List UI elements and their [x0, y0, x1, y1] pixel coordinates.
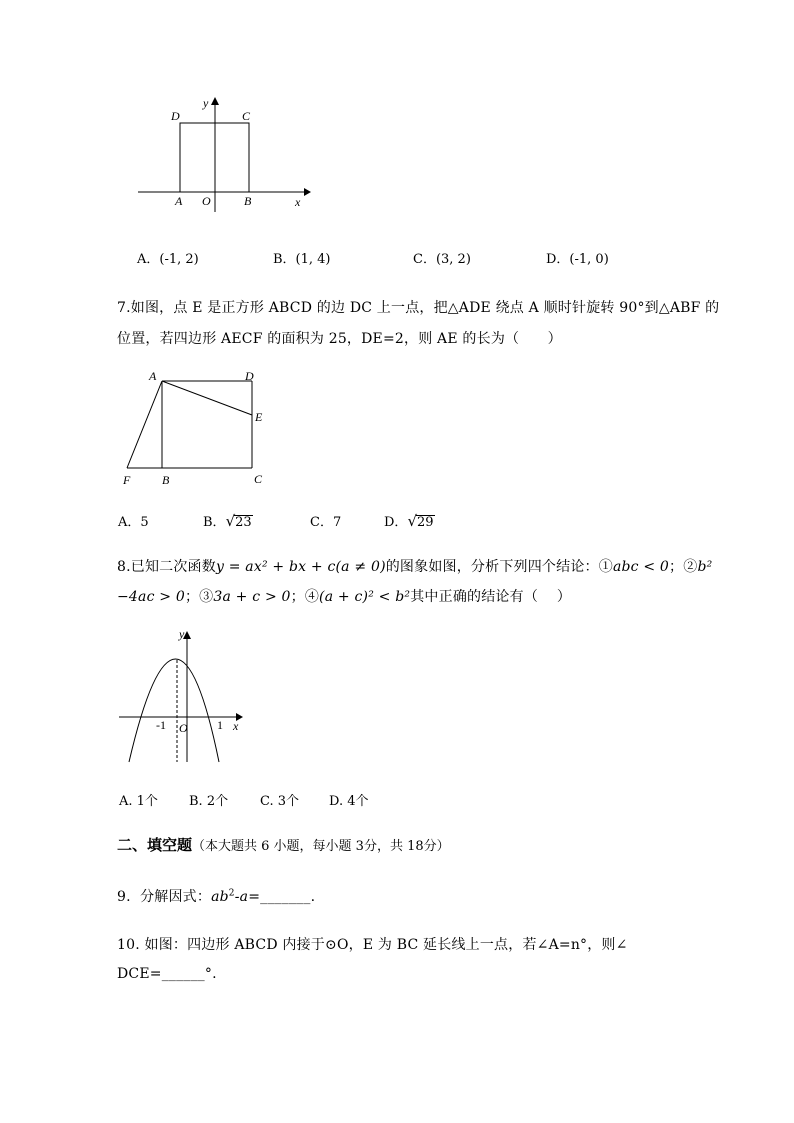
q8-line2	[117, 586, 571, 606]
q9-expr-ab: ab	[211, 889, 229, 905]
label-b: B	[244, 194, 252, 208]
q7-option-d: D．√29	[384, 512, 434, 530]
q8-conclusion-1: abc < 0	[612, 559, 670, 575]
section-2-subtitle: （本大题共 6 小题，每小题 3分，共 18分）	[192, 839, 450, 854]
label-c: C	[254, 472, 263, 486]
label-o: O	[202, 194, 211, 208]
x-axis-arrow	[304, 188, 311, 196]
q8-sep: ；③	[184, 589, 214, 605]
q8-line1	[117, 556, 712, 576]
y-axis-arrow	[211, 97, 219, 105]
q6-option-a: A．(-1, 2)	[137, 252, 199, 267]
q10-line1: 10. 如图：四边形 ABCD 内接于⊙O，E 为 BC 延长线上一点，若∠A=n°，则∠	[117, 937, 628, 953]
q8-function-expr: y = ax² + bx + c(a ≠ 0)	[215, 559, 386, 575]
q7-option-a: A．5	[118, 515, 149, 530]
q8-option-c: C. 3个	[260, 794, 300, 809]
q7-line2: 位置，若四边形 AECF 的面积为 25，DE=2，则 AE 的长为（ ）	[117, 331, 562, 347]
q9-number: 9.	[117, 889, 131, 905]
label-y: y	[179, 627, 185, 641]
q8-option-a: A. 1个	[119, 794, 158, 809]
section-2-heading	[117, 834, 450, 855]
q10-degree: °.	[204, 966, 217, 982]
q9-blank[interactable]: _______	[260, 889, 311, 905]
label-d: D	[171, 109, 180, 123]
q8-conclusion-3: 3a + c > 0	[213, 589, 291, 605]
label-x: x	[295, 195, 301, 209]
q10-dce: DCE=	[117, 966, 162, 982]
figure-q6-square-axes	[130, 92, 320, 222]
label-neg1: -1	[156, 718, 166, 732]
q8-sep: ；④	[290, 589, 320, 605]
segment-ae	[162, 381, 252, 415]
label-y: y	[203, 96, 209, 110]
label-d: D	[245, 369, 254, 383]
label-b: B	[162, 473, 170, 487]
q9-expr-sup: 2	[228, 888, 235, 899]
q8-line1-prefix: 8.已知二次函数	[117, 559, 216, 575]
q8-conclusion-4: (a + c)² < b²	[319, 589, 411, 605]
q7-option-b: B．√23	[203, 512, 252, 530]
q6-option-c: C．(3, 2)	[413, 252, 471, 267]
parabola-curve	[129, 659, 219, 762]
label-x: x	[233, 719, 239, 733]
q8-conclusion-2a: b²	[697, 559, 713, 575]
label-a: A	[149, 369, 157, 383]
q7-option-d-radicand: 29	[417, 515, 434, 530]
figure-q7-square-rotation	[115, 366, 275, 492]
q7-option-d-prefix: D．	[384, 515, 408, 530]
figure-q8-parabola	[115, 624, 255, 768]
q10-blank[interactable]: ______	[161, 966, 205, 982]
q8-line2-tail: 其中正确的结论有（ ）	[410, 589, 572, 605]
q6-option-b: B．(1, 4)	[273, 252, 331, 267]
q10-line2	[117, 966, 217, 982]
label-o: O	[179, 721, 188, 735]
q8-sep: ；②	[669, 559, 698, 575]
label-a: A	[175, 194, 183, 208]
q7-option-b-radicand: 23	[235, 515, 252, 530]
q8-option-b: B. 2个	[189, 794, 229, 809]
q8-line1-mid: 的图象如图，分析下列四个结论：①	[385, 559, 613, 575]
q7-option-b-prefix: B．	[203, 515, 226, 530]
q7-option-c: C．7	[310, 515, 342, 530]
segment-fa	[127, 381, 162, 468]
label-e: E	[255, 410, 263, 424]
q8-option-d: D. 4个	[329, 794, 369, 809]
section-2-title: 二、填空题	[117, 836, 193, 854]
q9-period: .	[310, 889, 316, 905]
q9	[117, 886, 315, 906]
q7-line1: 7.如图，点 E 是正方形 ABCD 的边 DC 上一点，把△ADE 绕点 A 顺时针旋转 90°到△ABF 的	[117, 300, 720, 316]
label-f: F	[123, 473, 131, 487]
q8-conclusion-2b: −4ac > 0	[117, 589, 185, 605]
label-1: 1	[217, 718, 223, 732]
label-c: C	[242, 109, 251, 123]
q6-option-d: D．(-1, 0)	[546, 252, 609, 267]
q9-text: 分解因式：	[140, 889, 212, 905]
q9-equals: =	[248, 889, 261, 905]
q9-expr-tail: -a	[234, 889, 249, 905]
